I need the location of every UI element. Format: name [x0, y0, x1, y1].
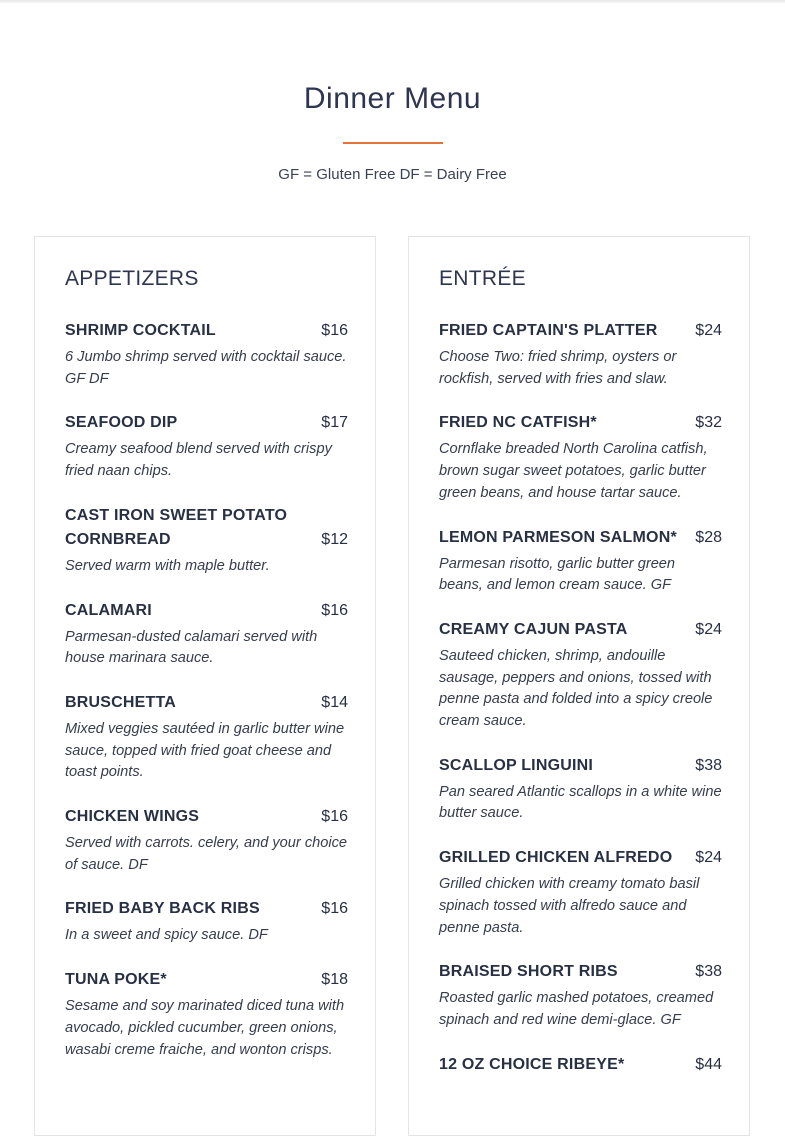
- menu-item-price: $16: [321, 900, 348, 918]
- menu-item-name: CREAMY CAJUN PASTA: [439, 620, 628, 638]
- menu-item-price: $24: [695, 322, 722, 339]
- menu-item-description: In a sweet and spicy sauce. DF: [65, 927, 268, 944]
- menu-item: [65, 691, 348, 784]
- menu-item-name: FRIED CAPTAIN'S PLATTER: [439, 322, 658, 339]
- menu-item-header: [65, 411, 348, 435]
- menu-item-header: [439, 960, 722, 984]
- entree-section-title: ENTRÉE: [439, 267, 526, 290]
- menu-item-header: [439, 754, 722, 778]
- menu-item-description: Grilled chicken with creamy tomato basil spinach tossed with alfredo sauce and penne pasta.: [439, 876, 700, 936]
- menu-item-name: GRILLED CHICKEN ALFREDO: [439, 849, 673, 867]
- menu-item-header: [65, 968, 348, 992]
- menu-item-price: $32: [695, 414, 722, 432]
- menu-item-price: $24: [695, 620, 722, 638]
- menu-item-description: Roasted garlic mashed potatoes, creamed spinach and red wine demi-glace. GF: [439, 990, 714, 1028]
- menu-item-name: SHRIMP COCKTAIL: [65, 322, 216, 339]
- entree-panel: [408, 236, 750, 1136]
- top-shadow-bar: [0, 0, 785, 3]
- page-title: Dinner Menu: [303, 82, 482, 115]
- menu-item-description: Cornflake breaded North Carolina catfish, brown sugar sweet potatoes, garlic butter green beans, and house tartar sauce.: [439, 441, 708, 501]
- menu-item-header: [65, 599, 348, 623]
- menu-item-price: $18: [321, 971, 348, 989]
- menu-item-description: Parmesan risotto, garlic butter green beans, and lemon cream sauce. GF: [439, 555, 676, 594]
- menu-item-price: $16: [321, 601, 348, 619]
- menu-item-description: Parmesan-dusted calamari served with house marinara sauce.: [65, 628, 318, 667]
- menu-item: [439, 846, 722, 939]
- menu-item-header: [65, 319, 348, 343]
- menu-item-price: $38: [695, 963, 722, 981]
- menu-item: [439, 526, 722, 597]
- menu-item-header: [65, 691, 348, 715]
- dietary-legend: GF = Gluten Free DF = Dairy Free: [278, 166, 507, 183]
- menu-item-description: Sesame and soy marinated diced tuna with avocado, pickled cucumber, green onions, wasabi creme fraiche, and wonton crisps.: [65, 998, 345, 1058]
- menu-item-header: [439, 1053, 722, 1077]
- menu-item-header: [439, 526, 722, 550]
- menu-item-name: BRAISED SHORT RIBS: [439, 963, 618, 981]
- menu-item-name: TUNA POKE*: [65, 971, 167, 989]
- appetizers-section-title: APPETIZERS: [65, 267, 199, 290]
- menu-item: [65, 897, 348, 947]
- menu-item-price: $14: [321, 693, 348, 711]
- menu-item-price: $16: [321, 808, 348, 826]
- menu-item-name: SCALLOP LINGUINI: [439, 756, 594, 774]
- menu-item-price: $17: [321, 414, 348, 432]
- appetizers-list: [65, 319, 348, 1082]
- menu-item-header: [65, 897, 348, 921]
- menu-item: [439, 618, 722, 733]
- menu-item: [439, 1053, 722, 1077]
- menu-item: [65, 411, 348, 482]
- menu-item: [65, 599, 348, 670]
- menu-item-description: Sauteed chicken, shrimp, andouille sausage, peppers and onions, tossed with penne pasta and folded into a spicy creole cream sauce.: [439, 647, 713, 730]
- menu-item-price: $16: [321, 322, 348, 339]
- menu-item-name: CHICKEN WINGS: [65, 808, 200, 826]
- menu-item-header: [439, 319, 722, 343]
- menu-item: [439, 319, 722, 390]
- menu-item-description: Mixed veggies sautéed in garlic butter wine sauce, topped with fried goat cheese and toast points.: [65, 720, 345, 781]
- menu-item: [439, 411, 722, 504]
- menu-item-name: SEAFOOD DIP: [65, 414, 178, 432]
- menu-item-name: LEMON PARMESON SALMON*: [439, 528, 677, 546]
- menu-item-name: 12 OZ CHOICE RIBEYE*: [439, 1055, 625, 1073]
- menu-item-name: CALAMARI: [65, 601, 152, 619]
- menu-item-price: $44: [695, 1055, 722, 1073]
- menu-item-name: BRUSCHETTA: [65, 693, 177, 711]
- menu-item: [439, 754, 722, 825]
- menu-item-header: [439, 411, 722, 435]
- menu-item-price: $24: [695, 849, 722, 867]
- title-underline: [343, 142, 443, 144]
- menu-item-price: $12: [321, 530, 348, 548]
- menu-item-price: $38: [695, 756, 722, 774]
- menu-item: [65, 504, 348, 578]
- menu-item-name: FRIED NC CATFISH*: [439, 414, 597, 432]
- menu-item-header: [439, 618, 722, 642]
- menu-item-name: CAST IRON SWEET POTATO CORNBREAD: [65, 506, 288, 548]
- menu-item-price: $28: [695, 528, 722, 546]
- menu-item: [65, 805, 348, 876]
- menu-item-header: [439, 846, 722, 870]
- menu-item: [439, 960, 722, 1031]
- menu-item-header: [65, 504, 348, 552]
- menu-item: [65, 319, 348, 390]
- menu-item-description: 6 Jumbo shrimp served with cocktail sauce. GF DF: [65, 349, 347, 387]
- menu-item-header: [65, 805, 348, 829]
- menu-item-description: Served warm with maple butter.: [65, 557, 270, 574]
- entree-list: [439, 319, 722, 1098]
- menu-item-description: Choose Two: fried shrimp, oysters or rockfish, served with fries and slaw.: [439, 349, 677, 387]
- appetizers-panel: [34, 236, 376, 1136]
- menu-item-description: Creamy seafood blend served with crispy fried naan chips.: [65, 441, 332, 480]
- menu-item-description: Pan seared Atlantic scallops in a white wine butter sauce.: [439, 783, 722, 822]
- menu-item-description: Served with carrots. celery, and your choice of sauce. DF: [65, 835, 347, 873]
- menu-item-name: FRIED BABY BACK RIBS: [65, 900, 260, 918]
- menu-item: [65, 968, 348, 1061]
